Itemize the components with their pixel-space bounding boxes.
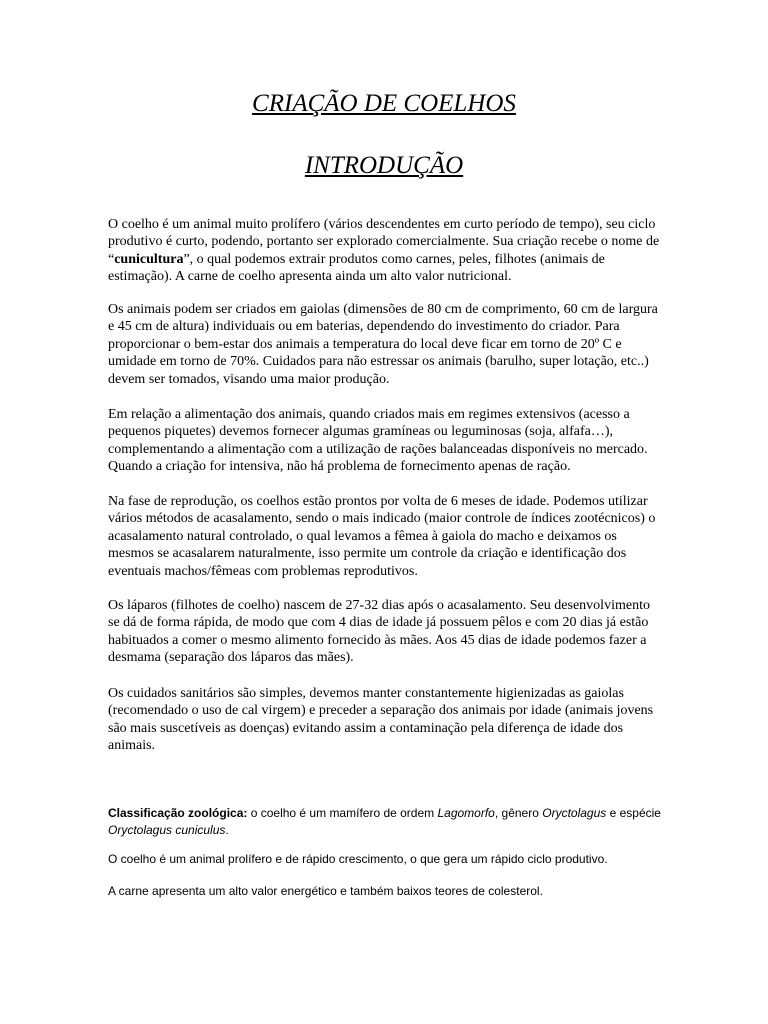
paragraph-housing: Os animais podem ser criados em gaiolas (dimensões de 80 cm de comprimento, 60 cm de largura e 45 cm de altura) individuais ou em baterias, dependendo do investimento do criador. Para proporcionar o bem-estar dos animais a temperatura do local deve ficar em torno de 20º C e umidade em torno de 70%. Cuidados para não estressar os animais (barulho, super lotação, etc..) devem ser tomados, visando uma maior produção.: [108, 302, 658, 387]
cunicultura-term: cunicultura: [114, 251, 184, 267]
summary-growth: O coelho é um animal prolífero e de rápido crescimento, o que gera um rápido ciclo produtivo.: [108, 852, 608, 866]
classification-text-1: o coelho é um mamífero de ordem: [247, 806, 438, 820]
genus-name: Oryctolagus: [542, 806, 607, 820]
classification-label: Classificação zoológica:: [108, 806, 248, 820]
paragraph-reproduction: Na fase de reprodução, os coelhos estão prontos por volta de 6 meses de idade. Podemos utilizar vários métodos de acasalamento, sendo o mais indicado (maior controle de índices zootécnicos) o acasalamento natural controlado, o qual levamos a fêmea à gaiola do macho e deixamos os mesmos se acasalarem naturalmente, isso permite um controle da criação e identificação dos eventuais machos/fêmeas com problemas reprodutivos.: [108, 494, 656, 579]
paragraph-intro: [108, 216, 664, 286]
species-name: Oryctolagus cuniculus: [108, 823, 226, 837]
classification-text-2: , gênero: [494, 806, 543, 820]
paragraph-intro-text-a: O coelho é um animal muito prolífero (vários descendentes em curto período de tempo), seu ciclo produtivo é curto, podendo, portanto ser explorado comercialmente. Sua criação recebe o nome de “: [108, 217, 660, 267]
paragraph-offspring: Os láparos (filhotes de coelho) nascem de 27-32 dias após o acasalamento. Seu desenvolvimento se dá de forma rápida, de modo que com 4 dias de idade já possuem pêlos e com 20 dias já estão habituados a comer o mesmo alimento fornecido às mães. Aos 45 dias de idade podemos fazer a desmama (separação dos láparos das mães).: [108, 598, 650, 666]
classification-text-4: .: [225, 823, 229, 837]
document-title: CRIAÇÃO DE COELHOS: [252, 90, 516, 117]
paragraph-sanitary-care: Os cuidados sanitários são simples, devemos manter constantemente higienizadas as gaiolas (recomendado o uso de cal virgem) e preceder a separação dos animais por idade (animais jovens são mais suscetíveis as doenças) evitando assim a contaminação pela diferença de idade dos animais.: [108, 686, 654, 754]
paragraph-intro-text-b: ”, o qual podemos extrair produtos como carnes, peles, filhotes (animais de estimação). A carne de coelho apresenta ainda um alto valor nutricional.: [108, 251, 605, 285]
section-heading: INTRODUÇÃO: [304, 152, 464, 179]
classification-text-3: e espécie: [606, 806, 661, 820]
order-name: Lagomorfo: [437, 806, 495, 820]
summary-meat: A carne apresenta um alto valor energético e também baixos teores de colesterol.: [108, 884, 543, 898]
zoological-classification: [108, 805, 668, 839]
paragraph-feeding: Em relação a alimentação dos animais, quando criados mais em regimes extensivos (acesso a pequenos piquetes) devemos fornecer algumas gramíneas ou leguminosas (soja, alfafa…), complementando a alimentação com a utilização de rações balanceadas disponíveis no mercado. Quando a criação for intensiva, não há problema de fornecimento apenas de ração.: [108, 407, 648, 475]
